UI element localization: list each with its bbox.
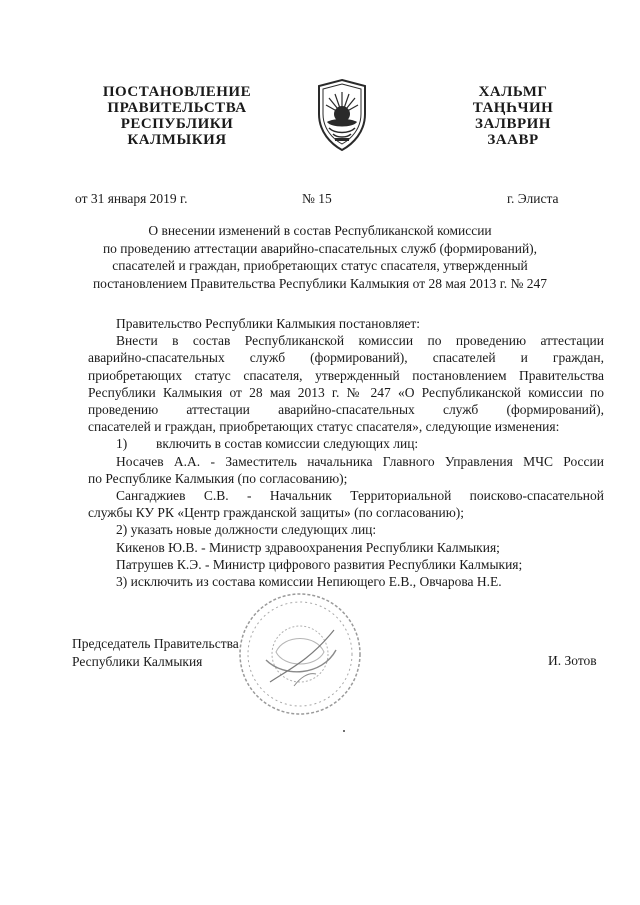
document-body — [88, 315, 604, 590]
member-line: Сангаджиев С.В. - Начальник Территориальной поисково-спасательной — [116, 488, 604, 504]
document-city: г. Элиста — [507, 191, 559, 206]
document-title — [64, 222, 576, 292]
header-line: ХАЛЬМГ — [478, 84, 548, 100]
signatory-name: И. Зотов — [548, 653, 597, 668]
signatory-position — [72, 635, 239, 670]
header-line: РЕСПУБЛИКИ — [120, 116, 234, 132]
title-line: О внесении изменений в состав Республиканской комиссии — [148, 223, 492, 238]
header-kalmyk — [458, 84, 568, 148]
body-para-line: Внести в состав Республиканской комиссии по проведению аттестации — [116, 333, 604, 349]
list-item-number: 1) — [116, 436, 128, 452]
list-item-text: включить в состав комиссии следующих лиц: — [156, 436, 419, 452]
body-para-line: приобретающих статус спасателя, утвержденный постановлением Правительства — [88, 367, 604, 383]
header-line: ЗАЛВРИН — [475, 116, 551, 132]
member-line: Патрушев К.Э. - Министр цифрового развития Республики Калмыкия; — [116, 556, 523, 572]
body-para-line: аварийно-спасательных служб (формирований), спасателей и граждан, — [88, 350, 604, 366]
scan-speck — [343, 730, 345, 732]
header-line: ТАҢҺЧИН — [472, 100, 554, 116]
signatory-position-line: Республики Калмыкия — [72, 653, 203, 669]
member-line: Носачев А.А. - Заместитель начальника Главного Управления МЧС России — [116, 453, 604, 469]
header-line: ПОСТАНОВЛЕНИЕ — [102, 84, 252, 100]
body-para-line: Республики Калмыкия от 28 мая 2013 г. № 247 «О Республиканской комиссии по — [88, 384, 604, 400]
title-line: спасателей и граждан, приобретающих статус спасателя, утвержденный — [112, 258, 528, 273]
header-line: КАЛМЫКИЯ — [127, 132, 227, 148]
official-seal-stamp — [236, 590, 364, 718]
body-para-line: спасателей и граждан, приобретающих статус спасателя», следующие изменения: — [88, 419, 560, 435]
coat-of-arms-emblem — [313, 78, 371, 152]
title-line: по проведению аттестации аварийно-спасательных служб (формирований), — [102, 240, 538, 256]
title-line: постановлением Правительства Республики Калмыкия от 28 мая 2013 г. № 247 — [92, 275, 548, 291]
header-line: ЗААВР — [487, 132, 539, 148]
list-item-1 — [88, 435, 604, 452]
document-number: № 15 — [302, 191, 332, 206]
member-line: по Республике Калмыкия (по согласованию); — [88, 470, 348, 486]
list-item-3: 3) исключить из состава комиссии Непиющего Е.В., Овчарова Н.Е. — [116, 574, 502, 590]
document-date: от 31 января 2019 г. — [75, 191, 188, 206]
member-line: Кикенов Ю.В. - Министр здравоохранения Республики Калмыкия; — [116, 539, 500, 555]
body-intro: Правительство Республики Калмыкия постановляет: — [116, 316, 421, 331]
body-para-line: проведению аттестации аварийно-спасательных служб (формирований), — [88, 402, 604, 418]
member-line: службы КУ РК «Центр гражданской защиты» (по согласованию); — [88, 505, 465, 521]
list-item-2: 2) указать новые должности следующих лиц: — [116, 522, 377, 538]
signatory-position-line: Председатель Правительства — [72, 636, 239, 651]
header-line: ПРАВИТЕЛЬСТВА — [107, 100, 247, 116]
header-russian — [92, 84, 262, 148]
